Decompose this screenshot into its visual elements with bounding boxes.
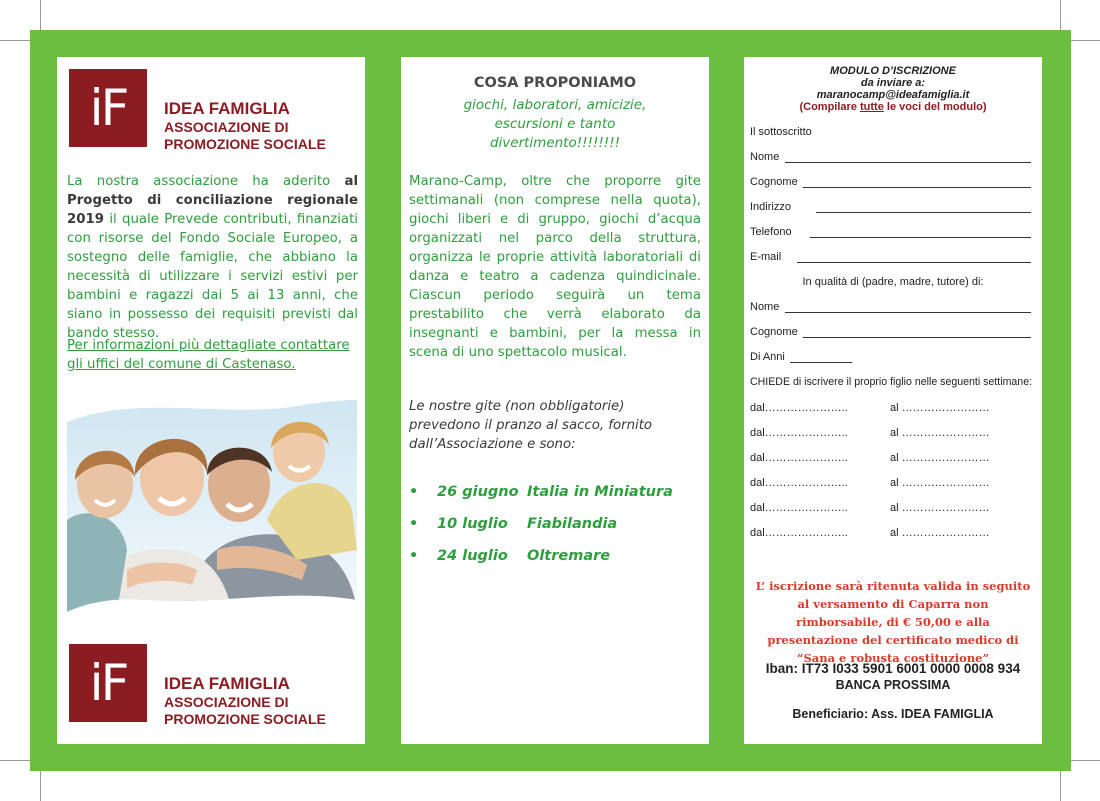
panel-left: [57, 57, 365, 744]
week-to-field[interactable]: al ……………………: [890, 452, 990, 464]
form-note-b: tutte: [860, 101, 884, 113]
section-subtitle: giochi, laboratori, amicizie, escursioni e tanto divertimento!!!!!!!!: [463, 97, 647, 151]
field-input-line[interactable]: [785, 312, 1031, 313]
brochure-frame: [30, 30, 1071, 771]
form-email[interactable]: maranocamp@ideafamiglia.it: [816, 89, 970, 101]
intro-text-c: il quale Prevede contributi, finanziati con risorse del Fondo Sociale Europeo, a sostegno delle famiglie, che abbiano la necessità di utilizzare i servizi estivi per bambini e ragazzi dai 5 ai 13 anni, che siano in possesso dei requisiti previsti dal bando stesso.: [67, 212, 358, 341]
form-note-c: le voci del modulo): [883, 101, 987, 113]
field-label: Cognome: [750, 326, 798, 338]
panel-form: [744, 57, 1042, 744]
validity-note: L’ iscrizione sarà ritenuta valida in seguito al versamento di Caparra non rimborsabile, di € 50,00 e alla presentazione del certificato medico di “Sana e robusta costituzione”: [755, 579, 1031, 665]
trip-place: Fiabilandia: [527, 516, 618, 532]
crop-mark: [1060, 771, 1061, 801]
trip-place: Italia in Miniatura: [527, 484, 673, 500]
iban-text: Iban: IT73 I033 5901 6001 0000 0008 934: [765, 661, 1021, 676]
week-from-field[interactable]: dal…………………..: [750, 502, 848, 514]
section-title: COSA PROPONIAMO: [473, 75, 637, 91]
field-label: Nome: [750, 301, 780, 313]
crop-mark: [1071, 40, 1100, 41]
field-input-line[interactable]: [797, 262, 1031, 263]
crop-mark: [0, 760, 30, 761]
trips-intro: Le nostre gite (non obbligatorie) prevedono il pranzo al sacco, fornito dall’Associazione e sono:: [409, 399, 653, 452]
bank-name: BANCA PROSSIMA: [835, 678, 951, 692]
field-label: Nome: [750, 151, 780, 163]
crop-mark: [1071, 760, 1100, 761]
org-name: IDEA FAMIGLIA: [164, 99, 290, 118]
org-name: IDEA FAMIGLIA: [164, 674, 290, 693]
trip-place: Oltremare: [527, 548, 611, 564]
week-from-field[interactable]: dal…………………..: [750, 477, 848, 489]
field-input-line[interactable]: [803, 337, 1031, 338]
crop-mark: [1060, 0, 1061, 30]
trip-date: 26 giugno: [437, 484, 519, 500]
bullet-icon: •: [409, 484, 419, 500]
age-field[interactable]: [790, 362, 852, 363]
logo-block-bottom: [69, 644, 359, 727]
undersigned-label: Il sottoscritto: [750, 126, 812, 138]
if-logo: iF: [69, 644, 147, 722]
week-from-field[interactable]: dal…………………..: [750, 452, 848, 464]
field-input-line[interactable]: [803, 187, 1031, 188]
field-input-line[interactable]: [785, 162, 1031, 163]
beneficiary: Beneficiario: Ass. IDEA FAMIGLIA: [792, 707, 994, 721]
form-note: [744, 101, 1042, 114]
trip-date: 24 luglio: [437, 548, 508, 564]
logo-block-top: [69, 69, 359, 152]
week-to-field[interactable]: al ……………………: [890, 427, 990, 439]
crop-mark: [40, 0, 41, 30]
weeks-request: CHIEDE di iscrivere il proprio figlio nelle seguenti settimane:: [750, 376, 1033, 388]
week-from-field[interactable]: dal…………………..: [750, 527, 848, 539]
field-label: Cognome: [750, 176, 798, 188]
week-to-field[interactable]: al ……………………: [890, 502, 990, 514]
camp-description: Marano-Camp, oltre che proporre gite settimanali (non comprese nella quota), giochi liberi e di gruppo, giochi d’acqua organizzati nel parco della struttura, organizza le proprie attività laboratoriali di danza e teatro a cadenza quindicinale. Ciascun periodo seguirà un tema prestabilito che verrà elaborato da insegnanti e bambini, per la messa in scena di uno spettacolo musical.: [409, 174, 701, 360]
intro-text-project: al Progetto di conciliazione regionale 2019: [67, 174, 358, 227]
field-input-line[interactable]: [810, 237, 1031, 238]
week-to-field[interactable]: al ……………………: [890, 477, 990, 489]
org-subtitle: ASSOCIAZIONE DI PROMOZIONE SOCIALE: [164, 694, 326, 727]
field-label: E-mail: [750, 251, 782, 263]
week-to-field[interactable]: al ……………………: [890, 402, 990, 414]
intro-text-a: La nostra associazione ha aderito: [67, 174, 345, 189]
info-link[interactable]: Per informazioni più dettagliate contattare gli uffici del comune di Castenaso.: [67, 338, 350, 372]
age-label: Di Anni: [750, 351, 785, 363]
panel-middle: [401, 57, 709, 744]
week-to-field[interactable]: al ……………………: [890, 527, 990, 539]
org-subtitle: ASSOCIAZIONE DI PROMOZIONE SOCIALE: [164, 119, 326, 152]
family-photo: [67, 400, 357, 612]
week-from-field[interactable]: dal…………………..: [750, 402, 848, 414]
bullet-icon: •: [409, 548, 419, 564]
intro-paragraph: [67, 172, 358, 343]
form-title: MODULO D’ISCRIZIONE: [830, 65, 956, 77]
if-logo: iF: [69, 69, 147, 147]
crop-mark: [40, 771, 41, 801]
field-label: Telefono: [750, 226, 792, 238]
bullet-icon: •: [409, 516, 419, 532]
field-input-line[interactable]: [816, 212, 1031, 213]
field-label: Indirizzo: [750, 201, 791, 213]
crop-mark: [0, 40, 30, 41]
form-note-a: (Compilare: [799, 101, 860, 113]
role-line: In qualità di (padre, madre, tutore) di:: [802, 276, 984, 288]
trip-date: 10 luglio: [437, 516, 508, 532]
week-from-field[interactable]: dal…………………..: [750, 427, 848, 439]
form-send-to: da inviare a:: [860, 77, 926, 89]
